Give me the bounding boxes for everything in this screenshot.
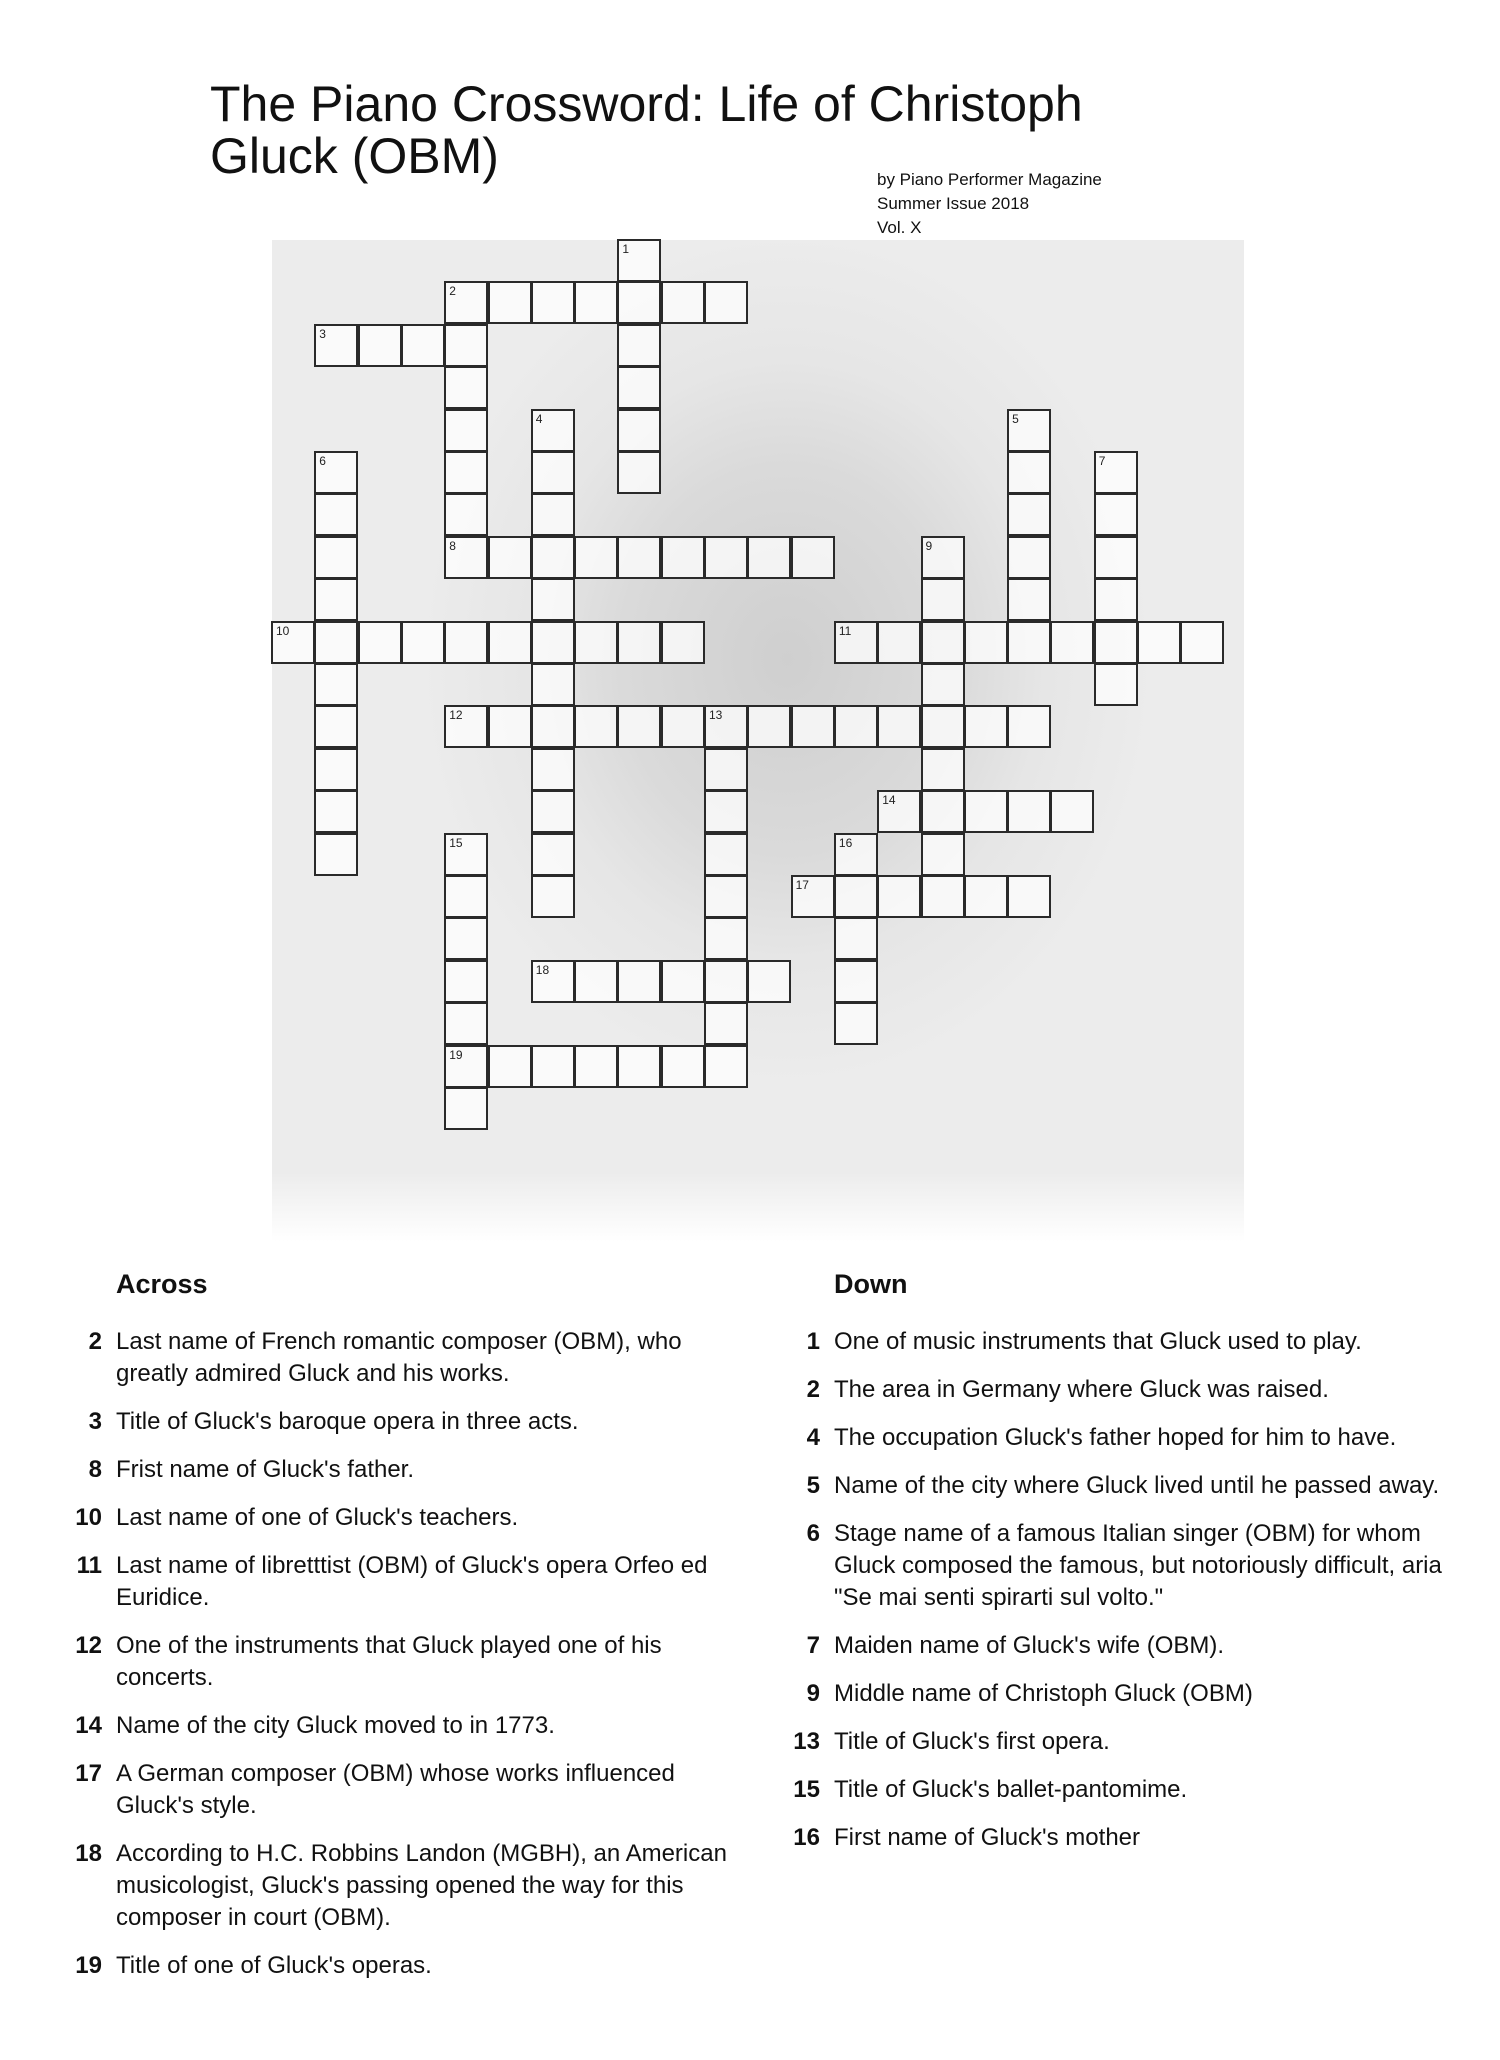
cell-number: 2 xyxy=(449,284,456,299)
down-clue xyxy=(778,1326,1478,1358)
cell-number: 18 xyxy=(535,962,550,977)
down-clue xyxy=(778,1822,1478,1854)
cell-number: 14 xyxy=(882,793,896,808)
cell-number: 19 xyxy=(449,1047,463,1062)
byline xyxy=(877,168,1102,240)
clue-text: Title of Gluck's ballet-pantomime. xyxy=(834,1776,1188,1803)
across-clue xyxy=(60,1630,740,1694)
down-clue xyxy=(778,1774,1478,1806)
clue-text: Name of the city where Gluck lived until he passed away. xyxy=(834,1472,1440,1499)
across-clue xyxy=(60,1454,740,1486)
clue-number: 2 xyxy=(806,1376,820,1403)
down-clue xyxy=(778,1422,1478,1454)
clue-text: Last name of libretttist (OBM) of Gluck's opera Orfeo ed Euridice. xyxy=(116,1552,708,1611)
cell-number: 11 xyxy=(838,623,852,638)
across-clue xyxy=(60,1758,740,1822)
down-clue xyxy=(778,1678,1478,1710)
cell-number: 16 xyxy=(838,835,853,850)
across-clues xyxy=(60,1268,740,1998)
cell-number: 12 xyxy=(449,708,463,723)
clue-number: 3 xyxy=(88,1408,102,1435)
clue-number: 10 xyxy=(75,1504,102,1531)
clue-text: The area in Germany where Gluck was raised. xyxy=(834,1376,1329,1403)
down-clue xyxy=(778,1630,1478,1662)
clue-text: Title of Gluck's first opera. xyxy=(834,1728,1110,1755)
clue-text: One of the instruments that Gluck played one of his concerts. xyxy=(116,1632,662,1691)
cell-number: 9 xyxy=(925,538,933,553)
across-clue xyxy=(60,1710,740,1742)
clue-number: 18 xyxy=(75,1840,102,1867)
across-clue xyxy=(60,1502,740,1534)
down-clue xyxy=(778,1518,1478,1614)
across-clue xyxy=(60,1326,740,1390)
cell-number: 3 xyxy=(319,326,326,341)
clue-number: 14 xyxy=(75,1712,102,1739)
clue-text: Name of the city Gluck moved to in 1773. xyxy=(116,1712,555,1739)
byline-volume: Vol. X xyxy=(877,218,922,237)
clue-number: 12 xyxy=(75,1632,102,1659)
clue-number: 2 xyxy=(88,1328,102,1355)
clue-text: The occupation Gluck's father hoped for him to have. xyxy=(834,1424,1397,1451)
across-clue xyxy=(60,1550,740,1614)
clue-number: 19 xyxy=(75,1952,102,1979)
clue-text: Maiden name of Gluck's wife (OBM). xyxy=(834,1632,1225,1659)
clue-number: 13 xyxy=(793,1728,820,1755)
cell-number: 10 xyxy=(276,623,290,638)
clue-text: Middle name of Christoph Gluck (OBM) xyxy=(834,1680,1253,1707)
cell-number: 8 xyxy=(449,538,456,553)
cell-number: 5 xyxy=(1012,411,1019,426)
byline-publisher: by Piano Performer Magazine xyxy=(877,170,1102,189)
across-clue xyxy=(60,1406,740,1438)
down-clue xyxy=(778,1470,1478,1502)
down-clue-list xyxy=(778,1326,1478,1854)
cell-number: 15 xyxy=(449,835,463,850)
page-title: The Piano Crossword: Life of Christoph Gluck (OBM) xyxy=(210,76,1083,184)
down-clue xyxy=(778,1374,1478,1406)
across-clue-list xyxy=(60,1326,740,1982)
clue-number: 5 xyxy=(806,1472,820,1499)
clue-text: Stage name of a famous Italian singer (OBM) for whom Gluck composed the famous, but notoriously difficult, aria "Se mai senti spirarti sul volto." xyxy=(834,1520,1442,1611)
clue-text: Last name of one of Gluck's teachers. xyxy=(116,1504,519,1531)
cell-number: 13 xyxy=(709,708,723,723)
cell-number: 7 xyxy=(1098,454,1106,468)
clue-number: 7 xyxy=(806,1632,820,1659)
clue-text: Last name of French romantic composer (OBM), who greatly admired Gluck and his works. xyxy=(116,1328,682,1387)
portrait-background xyxy=(272,240,1244,1172)
down-clue xyxy=(778,1726,1478,1758)
down-heading: Down xyxy=(834,1269,908,1299)
down-clues xyxy=(778,1268,1478,1870)
clue-number: 1 xyxy=(806,1328,820,1355)
cell-number: 17 xyxy=(795,878,809,892)
clue-number: 17 xyxy=(75,1760,102,1787)
clue-number: 16 xyxy=(793,1824,820,1851)
cell-number: 6 xyxy=(319,454,326,468)
clue-text: Title of Gluck's baroque opera in three acts. xyxy=(116,1408,579,1435)
cell-number: 4 xyxy=(535,411,543,426)
cell-number: 1 xyxy=(622,242,630,256)
across-clue xyxy=(60,1838,740,1934)
clue-text: According to H.C. Robbins Landon (MGBH), an American musicologist, Gluck's passing opened the way for this composer in court (OBM). xyxy=(116,1840,727,1931)
clue-number: 9 xyxy=(806,1680,820,1707)
clue-text: Frist name of Gluck's father. xyxy=(116,1456,415,1483)
clue-text: First name of Gluck's mother xyxy=(834,1824,1140,1851)
clue-number: 6 xyxy=(806,1520,820,1547)
across-heading: Across xyxy=(116,1269,208,1299)
clue-text: A German composer (OBM) whose works influenced Gluck's style. xyxy=(116,1760,675,1819)
clue-number: 8 xyxy=(88,1456,102,1483)
clue-text: Title of one of Gluck's operas. xyxy=(116,1952,432,1979)
clue-text: One of music instruments that Gluck used to play. xyxy=(834,1328,1362,1355)
clue-number: 11 xyxy=(76,1552,102,1579)
across-clue xyxy=(60,1950,740,1982)
clue-number: 15 xyxy=(793,1776,820,1803)
byline-issue: Summer Issue 2018 xyxy=(877,194,1030,213)
clue-number: 4 xyxy=(806,1424,820,1451)
